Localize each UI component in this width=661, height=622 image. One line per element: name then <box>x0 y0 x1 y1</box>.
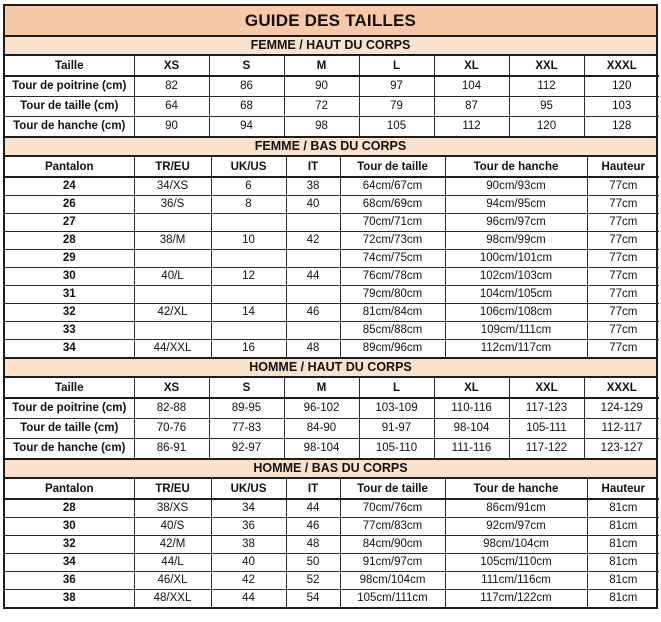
table-row <box>5 553 659 571</box>
sections-container <box>5 35 656 607</box>
header-row <box>5 378 659 398</box>
value-cell: 98cm/104cm <box>445 535 587 553</box>
row-label-cell: 33 <box>5 321 134 339</box>
table-row <box>5 571 659 589</box>
value-cell: 89-95 <box>209 398 284 418</box>
table-row <box>5 267 659 285</box>
column-header-cell: Tour de hanche <box>445 157 587 177</box>
column-header-cell: Taille <box>5 378 134 398</box>
value-cell: 86 <box>209 76 284 96</box>
value-cell <box>286 213 340 231</box>
value-cell: 44 <box>286 499 340 517</box>
value-cell: 10 <box>211 231 286 249</box>
value-cell: 77cm <box>587 321 659 339</box>
value-cell <box>211 249 286 267</box>
value-cell: 68 <box>209 96 284 116</box>
value-cell: 110-116 <box>434 398 509 418</box>
value-cell: 38 <box>211 535 286 553</box>
value-cell: 117-123 <box>509 398 584 418</box>
value-cell: 90 <box>134 116 209 136</box>
value-cell: 86-91 <box>134 438 209 458</box>
value-cell: 68cm/69cm <box>340 195 445 213</box>
column-header-cell: Pantalon <box>5 157 134 177</box>
value-cell: 109cm/111cm <box>445 321 587 339</box>
value-cell: 94cm/95cm <box>445 195 587 213</box>
value-cell: 89cm/96cm <box>340 339 445 357</box>
column-header-cell: TR/EU <box>134 157 211 177</box>
column-header-cell: Taille <box>5 56 134 76</box>
value-cell <box>134 321 211 339</box>
value-cell: 46 <box>286 517 340 535</box>
header-row <box>5 479 659 499</box>
row-label-cell: 32 <box>5 303 134 321</box>
value-cell: 98-104 <box>434 418 509 438</box>
value-cell: 77cm <box>587 303 659 321</box>
value-cell: 36/S <box>134 195 211 213</box>
value-cell: 105 <box>359 116 434 136</box>
value-cell: 91-97 <box>359 418 434 438</box>
value-cell: 34 <box>211 499 286 517</box>
column-header-cell: TR/EU <box>134 479 211 499</box>
value-cell: 81cm <box>587 499 659 517</box>
row-label-cell: 34 <box>5 339 134 357</box>
column-header-cell: XS <box>134 378 209 398</box>
value-cell: 50 <box>286 553 340 571</box>
row-label-cell: 32 <box>5 535 134 553</box>
column-header-cell: L <box>359 378 434 398</box>
value-cell: 84-90 <box>284 418 359 438</box>
value-cell: 16 <box>211 339 286 357</box>
value-cell: 42 <box>286 231 340 249</box>
value-cell: 42/M <box>134 535 211 553</box>
column-header-cell: UK/US <box>211 157 286 177</box>
value-cell: 14 <box>211 303 286 321</box>
value-cell: 90cm/93cm <box>445 177 587 195</box>
header-row <box>5 157 659 177</box>
value-cell: 46 <box>286 303 340 321</box>
value-cell: 79 <box>359 96 434 116</box>
table-row <box>5 96 659 116</box>
value-cell: 105cm/110cm <box>445 553 587 571</box>
value-cell: 84cm/90cm <box>340 535 445 553</box>
row-label-cell: 30 <box>5 517 134 535</box>
value-cell: 81cm/84cm <box>340 303 445 321</box>
value-cell: 94 <box>209 116 284 136</box>
row-label-cell: Tour de poitrine (cm) <box>5 398 134 418</box>
row-label-cell: 28 <box>5 231 134 249</box>
value-cell: 38/XS <box>134 499 211 517</box>
table-row <box>5 285 659 303</box>
table-row <box>5 589 659 607</box>
value-cell: 77cm <box>587 231 659 249</box>
value-cell: 104cm/105cm <box>445 285 587 303</box>
row-label-cell: Tour de taille (cm) <box>5 96 134 116</box>
value-cell: 72 <box>284 96 359 116</box>
table-row <box>5 321 659 339</box>
value-cell: 103-109 <box>359 398 434 418</box>
column-header-cell: XXXL <box>584 56 659 76</box>
value-cell: 103 <box>584 96 659 116</box>
column-header-cell: Tour de hanche <box>445 479 587 499</box>
value-cell: 112 <box>434 116 509 136</box>
value-cell <box>134 213 211 231</box>
guide-title: GUIDE DES TAILLES <box>5 6 656 35</box>
row-label-cell: Tour de taille (cm) <box>5 418 134 438</box>
column-header-cell: Hauteur <box>587 479 659 499</box>
value-cell: 106cm/108cm <box>445 303 587 321</box>
value-cell: 117-122 <box>509 438 584 458</box>
value-cell: 77cm <box>587 249 659 267</box>
value-cell: 117cm/122cm <box>445 589 587 607</box>
value-cell: 120 <box>584 76 659 96</box>
header-row <box>5 56 659 76</box>
value-cell: 38/M <box>134 231 211 249</box>
value-cell: 44 <box>211 589 286 607</box>
table-homme-haut <box>5 378 659 458</box>
value-cell: 92-97 <box>209 438 284 458</box>
column-header-cell: IT <box>286 157 340 177</box>
table-row <box>5 303 659 321</box>
size-guide-table <box>3 4 658 609</box>
column-header-cell: XXL <box>509 56 584 76</box>
value-cell: 6 <box>211 177 286 195</box>
table-homme-bas <box>5 479 659 607</box>
value-cell: 12 <box>211 267 286 285</box>
value-cell <box>211 285 286 303</box>
value-cell: 70-76 <box>134 418 209 438</box>
value-cell: 44/XXL <box>134 339 211 357</box>
section-header-homme-haut: HOMME / HAUT DU CORPS <box>5 357 656 378</box>
value-cell: 42 <box>211 571 286 589</box>
value-cell: 111cm/116cm <box>445 571 587 589</box>
value-cell: 46/XL <box>134 571 211 589</box>
value-cell: 105-110 <box>359 438 434 458</box>
value-cell: 86cm/91cm <box>445 499 587 517</box>
value-cell: 81cm <box>587 517 659 535</box>
value-cell: 105cm/111cm <box>340 589 445 607</box>
value-cell: 98cm/99cm <box>445 231 587 249</box>
table-row <box>5 177 659 195</box>
row-label-cell: 31 <box>5 285 134 303</box>
table-row <box>5 76 659 96</box>
value-cell: 36 <box>211 517 286 535</box>
value-cell <box>211 321 286 339</box>
value-cell: 44 <box>286 267 340 285</box>
section-header-femme-bas: FEMME / BAS DU CORPS <box>5 136 656 157</box>
value-cell: 81cm <box>587 535 659 553</box>
table-row <box>5 116 659 136</box>
value-cell: 123-127 <box>584 438 659 458</box>
value-cell: 105-111 <box>509 418 584 438</box>
value-cell: 40 <box>211 553 286 571</box>
value-cell <box>286 285 340 303</box>
value-cell: 92cm/97cm <box>445 517 587 535</box>
value-cell: 85cm/88cm <box>340 321 445 339</box>
value-cell: 74cm/75cm <box>340 249 445 267</box>
row-label-cell: 24 <box>5 177 134 195</box>
value-cell: 82-88 <box>134 398 209 418</box>
column-header-cell: XXXL <box>584 378 659 398</box>
value-cell: 124-129 <box>584 398 659 418</box>
value-cell: 81cm <box>587 571 659 589</box>
row-label-cell: 27 <box>5 213 134 231</box>
value-cell: 77cm/83cm <box>340 517 445 535</box>
value-cell: 100cm/101cm <box>445 249 587 267</box>
column-header-cell: XS <box>134 56 209 76</box>
value-cell: 120 <box>509 116 584 136</box>
value-cell: 42/XL <box>134 303 211 321</box>
value-cell: 112cm/117cm <box>445 339 587 357</box>
table-row <box>5 535 659 553</box>
value-cell: 97 <box>359 76 434 96</box>
value-cell: 79cm/80cm <box>340 285 445 303</box>
column-header-cell: XL <box>434 378 509 398</box>
value-cell: 77cm <box>587 213 659 231</box>
column-header-cell: M <box>284 56 359 76</box>
value-cell: 90 <box>284 76 359 96</box>
row-label-cell: Tour de poitrine (cm) <box>5 76 134 96</box>
value-cell: 77-83 <box>209 418 284 438</box>
row-label-cell: 29 <box>5 249 134 267</box>
value-cell: 8 <box>211 195 286 213</box>
row-label-cell: 26 <box>5 195 134 213</box>
row-label-cell: Tour de hanche (cm) <box>5 116 134 136</box>
value-cell: 104 <box>434 76 509 96</box>
section-header-homme-bas: HOMME / BAS DU CORPS <box>5 458 656 479</box>
value-cell: 40 <box>286 195 340 213</box>
value-cell: 64cm/67cm <box>340 177 445 195</box>
value-cell: 81cm <box>587 553 659 571</box>
table-femme-haut <box>5 56 659 136</box>
value-cell: 87 <box>434 96 509 116</box>
value-cell: 95 <box>509 96 584 116</box>
value-cell: 77cm <box>587 339 659 357</box>
table-row <box>5 231 659 249</box>
table-femme-bas <box>5 157 659 357</box>
value-cell <box>134 249 211 267</box>
value-cell: 112-117 <box>584 418 659 438</box>
column-header-cell: Tour de taille <box>340 157 445 177</box>
value-cell: 98-104 <box>284 438 359 458</box>
value-cell: 77cm <box>587 195 659 213</box>
row-label-cell: 28 <box>5 499 134 517</box>
row-label-cell: 34 <box>5 553 134 571</box>
value-cell: 76cm/78cm <box>340 267 445 285</box>
value-cell: 77cm <box>587 177 659 195</box>
row-label-cell: 36 <box>5 571 134 589</box>
value-cell: 34/XS <box>134 177 211 195</box>
value-cell: 52 <box>286 571 340 589</box>
value-cell: 82 <box>134 76 209 96</box>
value-cell: 38 <box>286 177 340 195</box>
column-header-cell: Hauteur <box>587 157 659 177</box>
column-header-cell: M <box>284 378 359 398</box>
value-cell: 70cm/76cm <box>340 499 445 517</box>
value-cell: 48 <box>286 535 340 553</box>
value-cell: 112 <box>509 76 584 96</box>
column-header-cell: L <box>359 56 434 76</box>
value-cell <box>134 285 211 303</box>
value-cell: 77cm <box>587 285 659 303</box>
value-cell: 64 <box>134 96 209 116</box>
column-header-cell: Tour de taille <box>340 479 445 499</box>
value-cell: 48 <box>286 339 340 357</box>
column-header-cell: S <box>209 378 284 398</box>
value-cell: 98 <box>284 116 359 136</box>
value-cell <box>286 321 340 339</box>
section-header-femme-haut: FEMME / HAUT DU CORPS <box>5 35 656 56</box>
column-header-cell: S <box>209 56 284 76</box>
value-cell: 81cm <box>587 589 659 607</box>
table-row <box>5 438 659 458</box>
value-cell: 96cm/97cm <box>445 213 587 231</box>
row-label-cell: Tour de hanche (cm) <box>5 438 134 458</box>
column-header-cell: UK/US <box>211 479 286 499</box>
value-cell: 111-116 <box>434 438 509 458</box>
table-row <box>5 418 659 438</box>
value-cell <box>286 249 340 267</box>
value-cell: 40/L <box>134 267 211 285</box>
row-label-cell: 38 <box>5 589 134 607</box>
column-header-cell: Pantalon <box>5 479 134 499</box>
table-row <box>5 249 659 267</box>
value-cell: 102cm/103cm <box>445 267 587 285</box>
table-row <box>5 339 659 357</box>
value-cell: 128 <box>584 116 659 136</box>
value-cell: 70cm/71cm <box>340 213 445 231</box>
value-cell: 54 <box>286 589 340 607</box>
column-header-cell: IT <box>286 479 340 499</box>
row-label-cell: 30 <box>5 267 134 285</box>
value-cell: 91cm/97cm <box>340 553 445 571</box>
value-cell: 96-102 <box>284 398 359 418</box>
table-row <box>5 499 659 517</box>
value-cell: 44/L <box>134 553 211 571</box>
column-header-cell: XXL <box>509 378 584 398</box>
value-cell <box>211 213 286 231</box>
table-row <box>5 517 659 535</box>
table-row <box>5 213 659 231</box>
table-row <box>5 195 659 213</box>
value-cell: 48/XXL <box>134 589 211 607</box>
table-row <box>5 398 659 418</box>
value-cell: 77cm <box>587 267 659 285</box>
value-cell: 72cm/73cm <box>340 231 445 249</box>
column-header-cell: XL <box>434 56 509 76</box>
value-cell: 98cm/104cm <box>340 571 445 589</box>
value-cell: 40/S <box>134 517 211 535</box>
